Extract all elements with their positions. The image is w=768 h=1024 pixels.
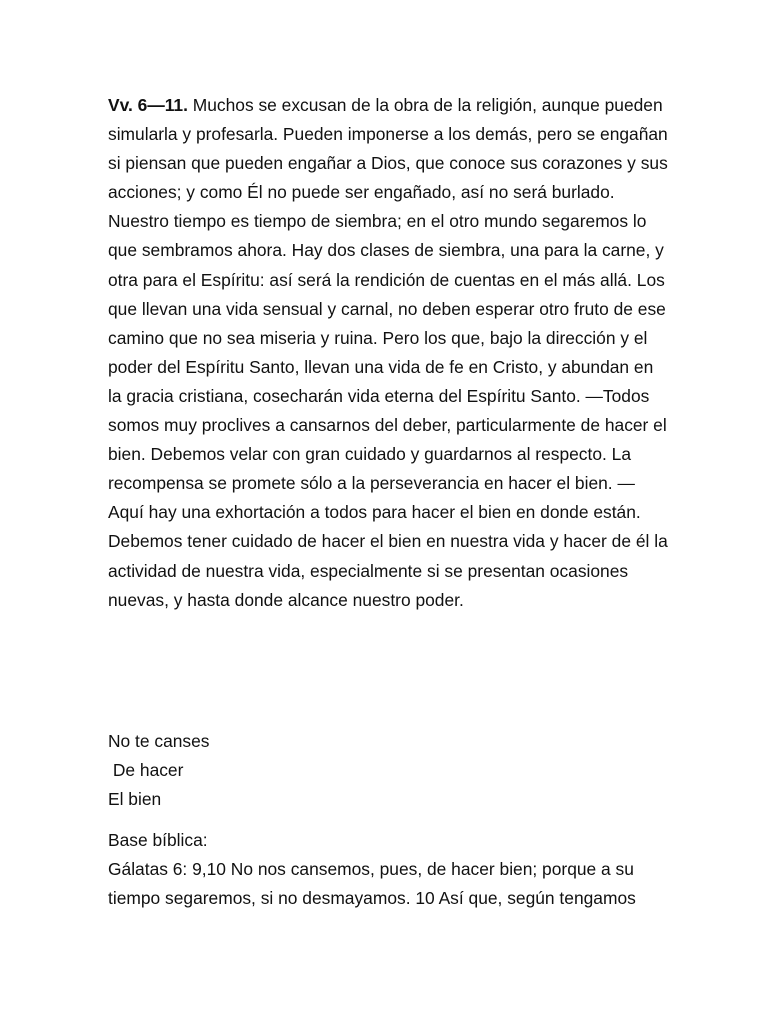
- sermon-title-line-3: El bien: [108, 789, 162, 810]
- commentary-text: Muchos se excusan de la obra de la religión, aunque pueden simularla y profesarla. Pueden imponerse a los demás, pero se engañan si piensan que pueden engañar a Dios, que conoce sus corazones y sus acciones; y como Él no puede ser engañado, así no será burlado. Nuestro tiempo es tiempo de siembra; en el otro mundo segaremos lo que sembramos ahora. Hay dos clases de siembra, una para la carne, y otra para el Espíritu: así será la rendición de cuentas en el más allá. Los que llevan una vida sensual y carnal, no deben esperar otro fruto de ese camino que no sea miseria y ruina. Pero los que, bajo la dirección y el poder del Espíritu Santo, llevan una vida de fe en Cristo, y abundan en la gracia cristiana, cosecharán vida eterna del Espíritu Santo. —Todos somos muy proclives a cansarnos del deber, particularmente de hacer el bien. Debemos velar con gran cuidado y guardarnos al respecto. La recompensa se promete sólo a la perseverancia en hacer el bien. —Aquí hay una exhortación a todos para hacer el bien en donde están. Debemos tener cuidado de hacer el bien en nuestra vida y hacer de él la actividad de nuestra vida, especialmente si se presentan ocasiones nuevas, y hasta donde alcance nuestro poder.: [108, 95, 668, 610]
- commentary-paragraph: [108, 91, 670, 615]
- sermon-title: [108, 727, 670, 814]
- sermon-title-line-2: De hacer: [108, 760, 184, 781]
- biblical-basis: [108, 826, 670, 913]
- document-page: [108, 91, 670, 615]
- biblical-basis-label: Base bíblica:: [108, 830, 208, 850]
- biblical-basis-verse: Gálatas 6: 9,10 No nos cansemos, pues, de hacer bien; porque a su tiempo segaremos, si no desmayamos. 10 Así que, según tengamos: [108, 859, 636, 909]
- sermon-title-line-1: No te canses: [108, 731, 210, 751]
- verse-reference: Vv. 6—11.: [108, 95, 188, 115]
